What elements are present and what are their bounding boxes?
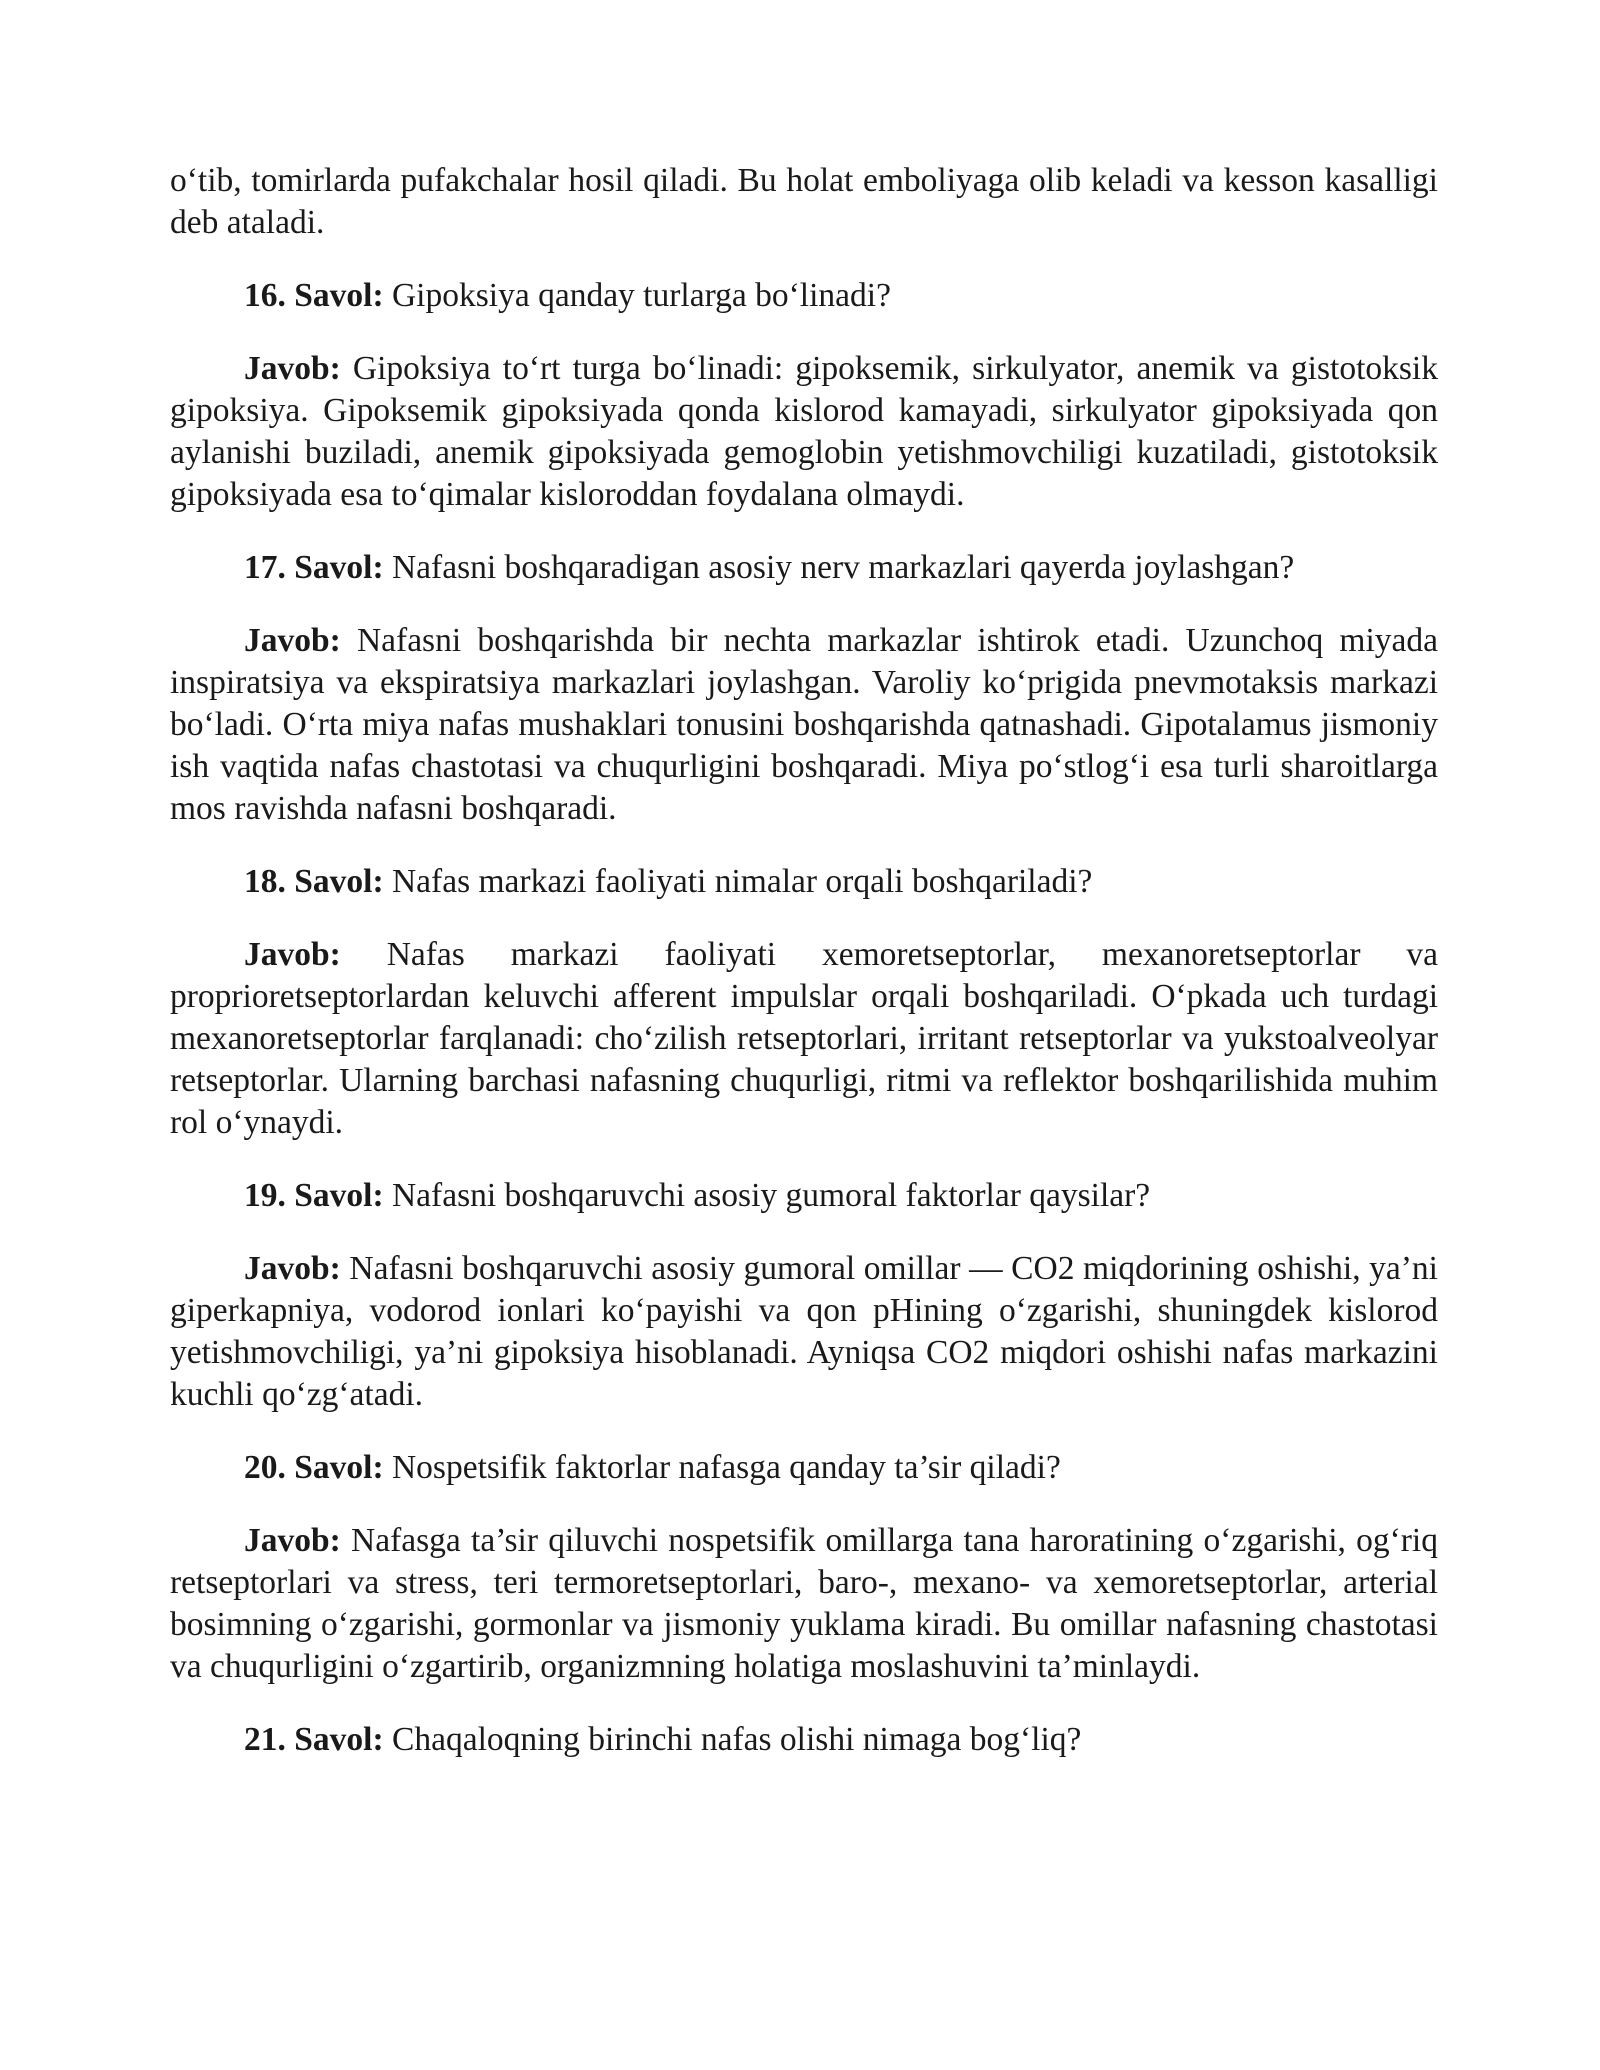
question-label: 16. Savol: (244, 277, 384, 314)
answer-label: Javob: (244, 1250, 341, 1287)
answer-text: Nafasni boshqaruvchi asosiy gumoral omillar — CO2 miqdorining oshishi, ya’ni giperkapniya, vodorod ionlari ko‘payishi va qon pHining o‘zgarishi, shuningdek kislorod yetishmovchiligi, ya’ni gipoksiya hisoblanadi. Ayniqsa CO2 miqdori oshishi nafas markazini kuchli qo‘zg‘atadi. (170, 1250, 1438, 1413)
question-text: Nafasni boshqaradigan asosiy nerv markazlari qayerda joylashgan? (383, 549, 1295, 586)
question-16 (170, 275, 1438, 317)
answer-text: Nafas markazi faoliyati xemoretseptorlar, mexanoretseptorlar va proprioretseptorlardan keluvchi afferent impulslar orqali boshqariladi. O‘pkada uch turdagi mexanoretseptorlar farqlanadi: cho‘zilish retseptorlari, irritant retseptorlar va yukstoalveolyar retseptorlar. Ularning barchasi nafasning chuqurligi, ritmi va reflektor boshqarilishida muhim rol o‘ynaydi. (170, 936, 1438, 1141)
question-18 (170, 861, 1438, 903)
question-label: 20. Savol: (244, 1449, 384, 1486)
answer-16 (170, 348, 1438, 516)
answer-18 (170, 934, 1438, 1144)
intro-paragraph: o‘tib, tomirlarda pufakchalar hosil qiladi. Bu holat emboliyaga olib keladi va kesson kasalligi deb ataladi. (170, 162, 1438, 241)
question-label: 19. Savol: (244, 1177, 384, 1214)
question-20 (170, 1447, 1438, 1489)
answer-text: Nafasga ta’sir qiluvchi nospetsifik omillarga tana haroratining o‘zgarishi, og‘riq retseptorlari va stress, teri termoretseptorlari, baro-, mexano- va xemoretseptorlar, arterial bosimning o‘zgarishi, gormonlar va jismoniy yuklama kiradi. Bu omillar nafasning chastotasi va chuqurligini o‘zgartirib, organizmning holatiga moslashuvini ta’minlaydi. (170, 1522, 1438, 1685)
question-label: 21. Savol: (244, 1721, 384, 1758)
answer-label: Javob: (244, 936, 341, 973)
answer-17 (170, 620, 1438, 830)
answer-label: Javob: (244, 622, 341, 659)
answer-label: Javob: (244, 1522, 341, 1559)
question-19 (170, 1175, 1438, 1217)
question-21 (170, 1719, 1438, 1761)
answer-20 (170, 1520, 1438, 1688)
question-text: Nafas markazi faoliyati nimalar orqali boshqariladi? (383, 863, 1093, 900)
question-text: Gipoksiya qanday turlarga bo‘linadi? (383, 277, 891, 314)
question-label: 17. Savol: (244, 549, 384, 586)
question-17 (170, 547, 1438, 589)
document-page (170, 160, 1438, 1792)
answer-label: Javob: (244, 350, 341, 387)
answer-19 (170, 1248, 1438, 1416)
answer-text: Gipoksiya to‘rt turga bo‘linadi: gipoksemik, sirkulyator, anemik va gistotoksik gipoksiya. Gipoksemik gipoksiyada qonda kislorod kamayadi, sirkulyator gipoksiyada qon aylanishi buziladi, anemik gipoksiyada gemoglobin yetishmovchiligi kuzatiladi, gistotoksik gipoksiyada esa to‘qimalar kisloroddan foydalana olmaydi. (170, 350, 1438, 513)
answer-text: Nafasni boshqarishda bir nechta markazlar ishtirok etadi. Uzunchoq miyada inspiratsiya va ekspiratsiya markazlari joylashgan. Varoliy ko‘prigida pnevmotaksis markazi bo‘ladi. O‘rta miya nafas mushaklari tonusini boshqarishda qatnashadi. Gipotalamus jismoniy ish vaqtida nafas chastotasi va chuqurligini boshqaradi. Miya po‘stlog‘i esa turli sharoitlarga mos ravishda nafasni boshqaradi. (170, 622, 1438, 827)
question-label: 18. Savol: (244, 863, 384, 900)
question-text: Nafasni boshqaruvchi asosiy gumoral faktorlar qaysilar? (383, 1177, 1151, 1214)
question-text: Chaqaloqning birinchi nafas olishi nimaga bog‘liq? (383, 1721, 1082, 1758)
question-text: Nospetsifik faktorlar nafasga qanday ta’sir qiladi? (383, 1449, 1061, 1486)
